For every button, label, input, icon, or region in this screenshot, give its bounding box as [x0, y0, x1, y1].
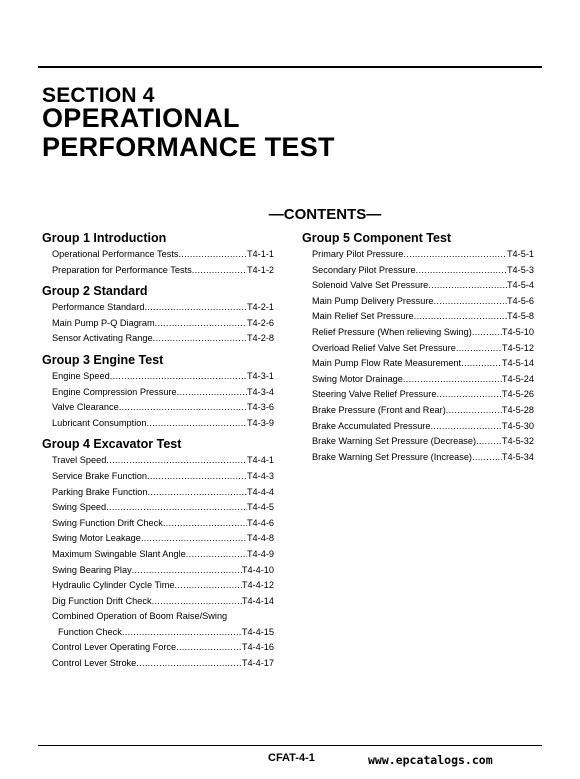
dot-leader: [403, 247, 507, 263]
toc-entry[interactable]: [302, 387, 534, 403]
toc-entry-name: Travel Speed: [52, 455, 107, 466]
toc-entry-page: T4-4-16: [241, 642, 274, 653]
toc-entry-name: Swing Function Drift Check: [52, 517, 163, 528]
toc-entry-page: T4-2-8: [246, 333, 274, 344]
dot-leader: [141, 531, 247, 547]
dot-leader: [178, 247, 246, 263]
toc-entry-page: T4-5-4: [506, 280, 534, 291]
dot-leader: [106, 500, 247, 516]
toc-entry-name: Steering Valve Relief Pressure: [312, 389, 437, 400]
toc-entry-page: T4-5-34: [501, 451, 534, 462]
toc-entry-page: T4-5-32: [501, 436, 534, 447]
toc-entry-page: T4-4-6: [246, 517, 274, 528]
toc-entry-name: Relief Pressure (When relieving Swing): [312, 326, 472, 337]
toc-entry[interactable]: [302, 341, 534, 357]
dot-leader: [446, 403, 502, 419]
toc-entry[interactable]: [42, 300, 274, 316]
dot-leader: [147, 469, 247, 485]
dot-leader: [153, 331, 247, 347]
dot-leader: [136, 656, 242, 672]
toc-entry-name: Main Pump P-Q Diagram: [52, 317, 155, 328]
group-title: Group 1 Introduction: [42, 231, 167, 245]
toc-entry-page: T4-5-12: [501, 342, 534, 353]
toc-entry-name: Main Pump Flow Rate Measurement: [312, 358, 462, 369]
dot-leader: [176, 640, 242, 656]
toc-entry[interactable]: [42, 416, 274, 432]
toc-entry-name: Sensor Activating Range: [52, 333, 153, 344]
dot-leader: [476, 434, 502, 450]
dot-leader: [119, 400, 247, 416]
group-title: Group 4 Excavator Test: [42, 437, 182, 452]
toc-entry-page: T4-2-1: [246, 302, 274, 313]
toc-entry-name: Engine Speed: [52, 370, 110, 381]
toc-entry-name: Dig Function Drift Check: [52, 595, 152, 606]
watermark: www.epcatalogs.com: [368, 753, 493, 767]
toc-entry-name: Hydraulic Cylinder Cycle Time: [52, 580, 175, 591]
toc-entry[interactable]: [42, 469, 274, 485]
toc-entry-name: Swing Bearing Play: [52, 564, 132, 575]
toc-entry[interactable]: [42, 547, 274, 563]
dot-leader: [146, 416, 246, 432]
toc-entry-name: Combined Operation of Boom Raise/Swing: [52, 611, 228, 622]
toc-entry-page: T4-4-17: [241, 658, 274, 669]
toc-entry-name: Brake Accumulated Pressure: [312, 420, 431, 431]
toc-entry[interactable]: [42, 516, 274, 532]
toc-entry-page: T4-5-24: [501, 373, 534, 384]
dot-leader: [163, 516, 247, 532]
toc-entry[interactable]: [42, 400, 274, 416]
toc-entry-name: Primary Pilot Pressure: [312, 249, 404, 259]
contents-group: [42, 229, 274, 278]
dot-leader: [152, 594, 242, 610]
toc-entry-name: Operational Performance Tests: [52, 249, 179, 259]
dot-leader: [186, 547, 247, 563]
toc-entry-name: Performance Standard: [52, 302, 145, 313]
toc-entry-page: T4-5-30: [501, 420, 534, 431]
dot-leader: [456, 341, 502, 357]
toc-entry-page: T4-4-15: [241, 626, 274, 637]
toc-entry[interactable]: [302, 434, 534, 450]
toc-entry[interactable]: [302, 325, 534, 341]
toc-entry-page: T4-4-5: [246, 502, 274, 513]
toc-entry-name: Main Pump Delivery Pressure: [312, 295, 434, 306]
toc-entry[interactable]: [302, 294, 534, 310]
toc-entry[interactable]: [42, 578, 274, 594]
toc-entry-page: T4-4-1: [246, 455, 274, 466]
toc-entry-page: T4-5-8: [506, 311, 534, 322]
toc-entry[interactable]: [42, 369, 274, 385]
section-label: SECTION 4: [42, 84, 155, 107]
dot-leader: [144, 300, 247, 316]
contents-column-right: [302, 229, 534, 465]
dot-leader: [148, 485, 247, 501]
toc-entry[interactable]: [302, 372, 534, 388]
toc-entry-page: T4-4-4: [246, 486, 274, 497]
title-line-2: PERFORMANCE TEST: [42, 132, 335, 162]
toc-entry[interactable]: [42, 625, 274, 641]
toc-entry-name: Engine Compression Pressure: [52, 386, 177, 397]
dot-leader: [122, 625, 242, 641]
toc-entry-name: Swing Speed: [52, 502, 107, 513]
contents-group: [42, 435, 274, 671]
dot-leader: [177, 385, 247, 401]
toc-entry-name: Maximum Swingable Slant Angle: [52, 548, 186, 559]
toc-entry-name: Brake Warning Set Pressure (Increase): [312, 451, 472, 462]
toc-entry[interactable]: [42, 247, 274, 263]
page-title: [42, 104, 335, 162]
toc-entry-page: T4-5-10: [501, 326, 534, 337]
toc-entry-page: T4-5-14: [501, 358, 534, 369]
toc-entry[interactable]: [302, 309, 534, 325]
dot-leader: [132, 563, 242, 579]
dot-leader: [416, 263, 507, 279]
contents-group: [42, 351, 274, 431]
dot-leader: [192, 263, 247, 279]
toc-entry-page: T4-4-10: [241, 564, 274, 575]
toc-entry-page: T4-4-12: [241, 580, 274, 591]
contents-group: [302, 229, 534, 465]
dot-leader: [155, 316, 247, 332]
dot-leader: [472, 325, 502, 341]
top-rule: [38, 66, 542, 68]
toc-entry[interactable]: [42, 385, 274, 401]
group-title: Group 5 Component Test: [302, 231, 452, 245]
dot-leader: [472, 450, 502, 466]
toc-entry-name: Swing Motor Leakage: [52, 533, 141, 544]
toc-entry-page: T4-5-26: [501, 389, 534, 400]
toc-entry[interactable]: [42, 453, 274, 469]
toc-entry-name: Solenoid Valve Set Pressure: [312, 280, 429, 291]
toc-entry-name: Valve Clearance: [52, 402, 119, 413]
contents-group: [42, 282, 274, 347]
toc-entry-name: Preparation for Performance Tests: [52, 264, 192, 275]
toc-entry-name: Function Check: [58, 626, 122, 637]
toc-entry-page: T4-5-6: [506, 295, 534, 306]
dot-leader: [428, 278, 507, 294]
dot-leader: [436, 387, 501, 403]
toc-entry[interactable]: [42, 531, 274, 547]
page-code: CFAT-4-1: [268, 752, 315, 764]
toc-entry-page: T4-4-14: [241, 595, 274, 606]
toc-entry[interactable]: [42, 485, 274, 501]
contents-column-left: [42, 229, 274, 672]
toc-entry-page: T4-4-8: [246, 533, 274, 544]
toc-entry-name: Secondary Pilot Pressure: [312, 264, 416, 275]
dot-leader: [110, 369, 247, 385]
toc-entry[interactable]: [302, 278, 534, 294]
dot-leader: [430, 419, 501, 435]
toc-entry-page: T4-5-3: [506, 264, 534, 275]
toc-entry-name: Parking Brake Function: [52, 486, 148, 497]
toc-entry-page: T4-1-1: [246, 249, 274, 259]
toc-entry-name: Control Lever Stroke: [52, 658, 137, 669]
toc-entry[interactable]: [42, 500, 274, 516]
toc-entry[interactable]: [42, 609, 274, 625]
toc-entry-name: Brake Warning Set Pressure (Decrease): [312, 436, 477, 447]
dot-leader: [461, 356, 502, 372]
toc-entry[interactable]: [302, 419, 534, 435]
toc-entry-page: T4-3-6: [246, 402, 274, 413]
toc-entry-name: Service Brake Function: [52, 470, 147, 481]
toc-entry-page: T4-5-28: [501, 404, 534, 415]
toc-entry-name: Lubricant Consumption: [52, 417, 147, 428]
bottom-rule: [38, 745, 542, 746]
group-title: Group 3 Engine Test: [42, 352, 164, 367]
toc-entry-page: T4-4-9: [246, 548, 274, 559]
toc-entry-page: T4-2-6: [246, 317, 274, 328]
toc-entry-page: T4-4-3: [246, 470, 274, 481]
toc-entry-page: T4-3-9: [246, 417, 274, 428]
toc-entry[interactable]: [42, 640, 274, 656]
toc-entry[interactable]: [42, 263, 274, 279]
toc-entry-page: T4-1-2: [246, 264, 274, 275]
dot-leader: [403, 372, 502, 388]
toc-entry-name: Swing Motor Drainage: [312, 373, 403, 384]
toc-entry[interactable]: [302, 450, 534, 466]
toc-entry-name: Overload Relief Valve Set Pressure: [312, 342, 456, 353]
toc-entry[interactable]: [302, 247, 534, 263]
toc-entry-name: Brake Pressure (Front and Rear): [312, 404, 446, 415]
toc-entry[interactable]: [42, 563, 274, 579]
toc-entry[interactable]: [42, 656, 274, 672]
dot-leader: [414, 309, 507, 325]
group-title: Group 2 Standard: [42, 284, 148, 299]
toc-entry[interactable]: [42, 594, 274, 610]
toc-entry-page: T4-3-1: [246, 370, 274, 381]
toc-entry[interactable]: [42, 331, 274, 347]
contents-heading: —CONTENTS—: [268, 206, 382, 223]
toc-entry-name: Control Lever Operating Force: [52, 642, 177, 653]
toc-entry-page: T4-5-1: [506, 249, 534, 259]
dot-leader: [175, 578, 242, 594]
toc-entry[interactable]: [42, 316, 274, 332]
title-line-1: OPERATIONAL: [42, 103, 240, 133]
toc-entry[interactable]: [302, 263, 534, 279]
toc-entry-name: Main Relief Set Pressure: [312, 311, 414, 322]
dot-leader: [434, 294, 507, 310]
toc-entry[interactable]: [302, 356, 534, 372]
toc-entry-page: T4-3-4: [246, 386, 274, 397]
dot-leader: [106, 453, 247, 469]
toc-entry[interactable]: [302, 403, 534, 419]
